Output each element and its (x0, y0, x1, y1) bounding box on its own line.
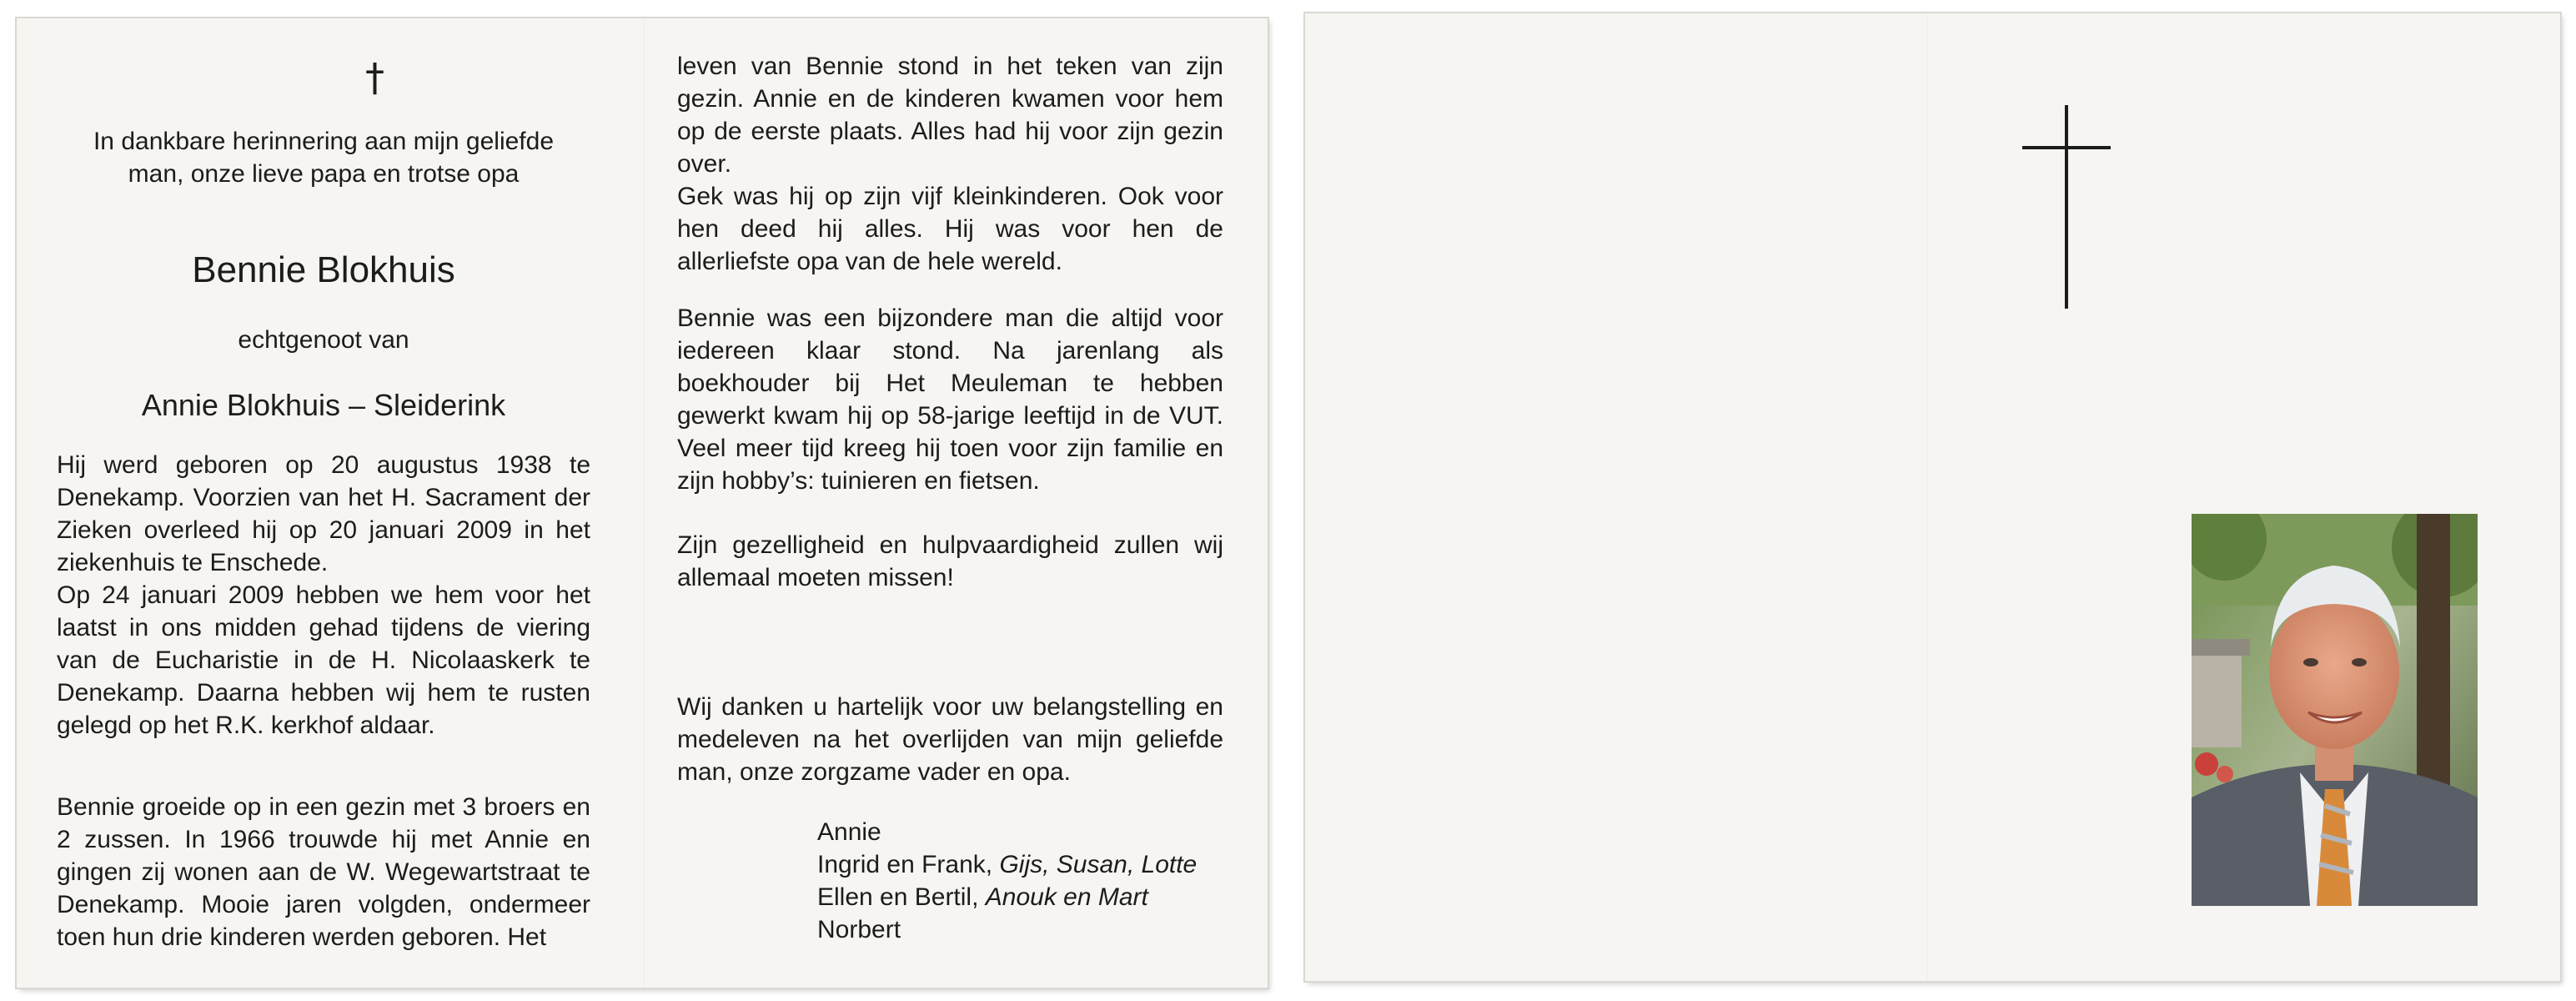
cross-horizontal-bar (2022, 146, 2111, 149)
spouse-label: echtgenoot van (238, 326, 409, 354)
small-cross-icon: † (365, 55, 384, 100)
intro-line-2: man, onze lieve papa en trotse opa (128, 160, 520, 188)
bio-paragraph-3: Bennie groeide op in een gezin met 3 broers en 2 zussen. In 1966 trouwde hij met Annie en gingen zij wonen aan de W. Wegewartstraat te Denekamp. Mooie jaren volgden, ondermeer toen hun drie kinderen werden geboren. Het (57, 793, 590, 951)
biography-part-2 (57, 791, 590, 953)
col2-paragraph-4: Zijn gezelligheid en hulpvaardigheid zullen wij allemaal moeten missen! (677, 531, 1223, 591)
col2-paragraph-1: leven van Bennie stond in het teken van zijn gezin. Annie en de kinderen kwamen voor hem op de eerste plaats. Alles had hij voor zijn gezin over. (677, 53, 1223, 178)
portrait-illustration (2192, 514, 2478, 906)
signoff-block (817, 816, 1251, 946)
thanks-block (677, 691, 1223, 788)
signoff-line-1: Annie (817, 818, 881, 846)
cross-vertical-bar (2065, 105, 2068, 309)
intro-line-1: In dankbare herinnering aan mijn geliefde (93, 128, 555, 155)
col2-block-3 (677, 529, 1223, 594)
signoff-line-3-names: Ellen en Bertil, (817, 883, 979, 911)
bio-paragraph-1: Hij werd geboren op 20 augustus 1938 te Denekamp. Voorzien van het H. Sacrament der Zieken overleed hij op 20 januari 2009 in het ziekenhuis te Enschede. (57, 451, 590, 576)
memorial-card-cover (1305, 13, 2560, 981)
signoff-line-3-grandchildren: Anouk en Mart (985, 883, 1148, 911)
card-fold-line (644, 18, 645, 988)
card-fold-line (1927, 13, 1929, 981)
memorial-card-inside (17, 18, 1268, 988)
signoff-line-2 (817, 848, 1251, 881)
col2-block-2 (677, 302, 1223, 497)
biography-part-1 (57, 449, 590, 742)
intro-text (57, 125, 590, 190)
signoff-line-3 (817, 881, 1251, 913)
signoff-line-2-names: Ingrid en Frank, (817, 851, 993, 878)
portrait-photo (2192, 514, 2478, 906)
deceased-name: Bennie Blokhuis (192, 249, 455, 290)
signoff-line-4: Norbert (817, 916, 901, 943)
col2-paragraph-2: Gek was hij op zijn vijf kleinkinderen. Ook voor hen deed hij alles. Hij was voor hen de allerliefste opa van de hele wereld. (677, 183, 1223, 275)
latin-cross-icon (2022, 105, 2111, 309)
col2-paragraph-3: Bennie was een bijzondere man die altijd voor iedereen klaar stond. Na jarenlang als boekhouder bij Het Meuleman te hebben gewerkt kwam hij op 58-jarige leeftijd in de VUT. Veel meer tijd kreeg hij toen voor zijn familie en zijn hobby’s: tuinieren en fietsen. (677, 304, 1223, 495)
bio-paragraph-2: Op 24 januari 2009 hebben we hem voor het laatst in ons midden gehad tijdens de viering van de Eucharistie in de H. Nicolaaskerk te Denekamp. Daarna hebben wij hem te rusten gelegd op het R.K. kerkhof aldaar. (57, 581, 590, 739)
spouse-name: Annie Blokhuis – Sleiderink (141, 388, 506, 422)
col2-block-1 (677, 50, 1223, 278)
signoff-line-2-grandchildren: Gijs, Susan, Lotte (999, 851, 1198, 878)
thanks-text: Wij danken u hartelijk voor uw belangstelling en medeleven na het overlijden van mijn geliefde man, onze zorgzame vader en opa. (677, 693, 1223, 786)
